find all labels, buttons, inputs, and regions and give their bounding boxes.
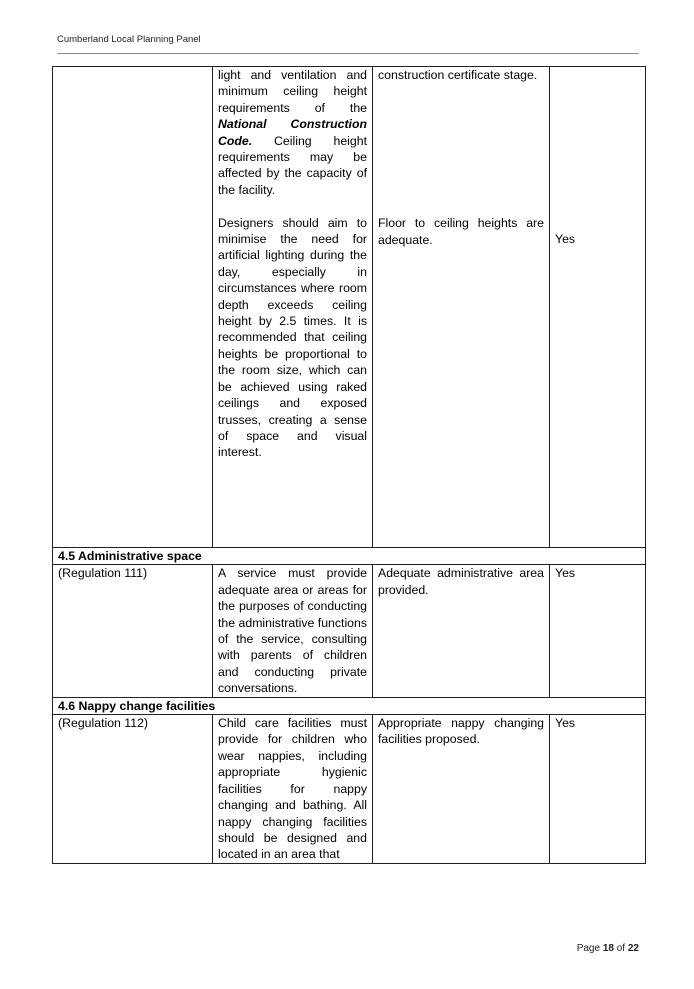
section-heading: 4.5 Administrative space [53, 548, 646, 565]
requirement-cell [213, 67, 373, 548]
requirement-cell: Child care facilities must provide for children who wear nappies, including appropriate hygienic facilities for nappy changing and bathing. All nappy changing facilities should be designed and located in an area that [213, 715, 373, 864]
table-row [53, 715, 646, 864]
requirement-text: Designers should aim to minimise the need for artificial lighting during the day, especially in circumstances where room depth exceeds ceiling height by 2.5 times. It is recommended that ceiling heights be proportional to the room size, which can be achieved using raked ceilings and exposed trusses, creating a sense of space and visual interest. [218, 215, 367, 460]
page-number: 18 [602, 943, 614, 954]
response-cell: Appropriate nappy changing facilities proposed. [373, 715, 550, 864]
assessment-table [52, 66, 646, 864]
regulation-cell [53, 67, 213, 548]
response-text: construction certificate stage. [378, 68, 538, 82]
table-row [53, 67, 646, 548]
compliance-cell: Yes [550, 565, 646, 697]
document-header: Cumberland Local Planning Panel [57, 34, 201, 45]
response-cell: Adequate administrative area provided. [373, 565, 550, 697]
header-divider [57, 53, 639, 54]
requirement-cell: A service must provide adequate area or areas for the purposes of conducting the administrative functions of the service, consulting with parents of children and conducting private conversations. [213, 565, 373, 697]
page-footer [577, 943, 639, 954]
page-label: Page [576, 943, 601, 954]
compliance-cell: Yes [550, 715, 646, 864]
section-heading-row [53, 548, 646, 565]
regulation-cell: (Regulation 112) [53, 715, 213, 864]
total-pages: 22 [627, 943, 639, 954]
ncc-emphasis: National Construction Code. [218, 117, 367, 148]
table-row [53, 565, 646, 697]
compliance-cell [550, 67, 646, 548]
compliance-text: Yes [555, 232, 576, 246]
of-label: of [616, 943, 626, 954]
section-heading-row [53, 697, 646, 714]
response-text: Floor to ceiling heights are adequate. [378, 216, 544, 247]
response-cell [373, 67, 550, 548]
requirement-text: light and ventilation and minimum ceiling height requirements of the National Construction Code. Ceiling height requirements may be affected by the capacity of the facility. [218, 68, 367, 197]
regulation-cell: (Regulation 111) [53, 565, 213, 697]
section-heading: 4.6 Nappy change facilities [53, 697, 646, 714]
